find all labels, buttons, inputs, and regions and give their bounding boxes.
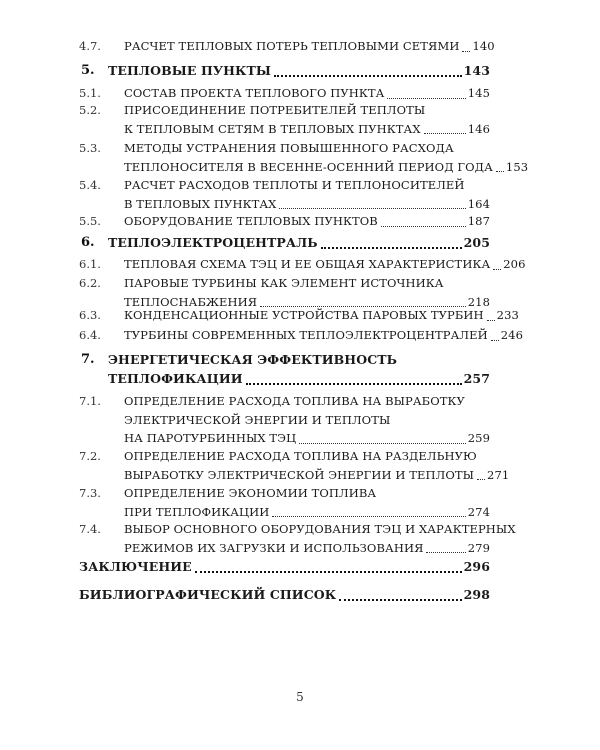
toc-entry-title-line xyxy=(124,411,390,429)
section-number: 7.1. xyxy=(79,394,101,408)
entry-title: ТЕПЛОФИКАЦИИ xyxy=(108,370,243,386)
dot-leader xyxy=(487,312,495,321)
section-number: 6.3. xyxy=(79,308,101,322)
toc-entry-title-line xyxy=(124,37,495,55)
page-reference: 153 xyxy=(505,159,529,174)
toc-entry-title-line xyxy=(124,392,465,410)
dot-leader xyxy=(426,544,465,553)
dot-leader xyxy=(321,239,462,249)
dot-leader xyxy=(246,375,462,385)
entry-title: ТЕПЛОСНАБЖЕНИЯ xyxy=(124,294,258,309)
page-reference: 205 xyxy=(463,235,490,250)
toc-entry-title-line xyxy=(108,370,490,388)
toc-entry-title-line xyxy=(124,195,490,213)
toc-entry-title-line xyxy=(124,101,425,119)
dot-leader xyxy=(279,200,465,209)
section-number: 7.3. xyxy=(79,486,101,500)
section-number: 5.2. xyxy=(79,103,101,117)
toc-entry-title-line xyxy=(124,326,523,344)
dot-leader xyxy=(496,163,504,172)
dot-leader xyxy=(491,332,499,341)
dot-leader xyxy=(493,261,501,270)
entry-title: ТЕПЛОВЫЕ ПУНКТЫ xyxy=(108,63,271,78)
toc-entry-title-line xyxy=(124,539,490,557)
page-reference: 164 xyxy=(467,196,490,211)
toc-entry-title-line xyxy=(124,120,490,138)
entry-title: ЭЛЕКТРИЧЕСКОЙ ЭНЕРГИИ И ТЕПЛОТЫ xyxy=(124,412,391,427)
section-number: 6.4. xyxy=(79,328,101,342)
dot-leader xyxy=(462,43,470,52)
section-number: 7.4. xyxy=(79,522,101,536)
dot-leader xyxy=(381,218,466,227)
toc-entry-title-line xyxy=(124,484,376,502)
page-reference: 187 xyxy=(467,214,490,228)
section-number: 5.4. xyxy=(79,178,101,192)
section-number: 6.1. xyxy=(79,257,101,271)
entry-title: ПАРОВЫЕ ТУРБИНЫ КАК ЭЛЕМЕНТ ИСТОЧНИКА xyxy=(124,276,444,290)
section-number: 5.1. xyxy=(79,86,101,100)
toc-entry-title-line xyxy=(124,274,444,292)
section-number: 5. xyxy=(81,63,95,78)
section-number: 6.2. xyxy=(79,276,101,290)
entry-title: НА ПАРОТУРБИННЫХ ТЭЦ xyxy=(124,431,297,445)
section-number: 6. xyxy=(81,235,95,250)
toc-entry-title-line xyxy=(124,255,526,273)
page-reference: 274 xyxy=(467,504,490,519)
entry-title: ОПРЕДЕЛЕНИЕ РАСХОДА ТОПЛИВА НА РАЗДЕЛЬНУЮ xyxy=(124,449,477,463)
page-reference: 146 xyxy=(467,121,490,136)
toc-entry-title-line xyxy=(124,306,519,324)
page-reference: 298 xyxy=(463,587,490,602)
entry-title: ОПРЕДЕЛЕНИЕ РАСХОДА ТОПЛИВА НА ВЫРАБОТКУ xyxy=(124,394,465,408)
entry-title: ВЫРАБОТКУ ЭЛЕКТРИЧЕСКОЙ ЭНЕРГИИ И ТЕПЛОТЫ xyxy=(124,467,475,482)
page-reference: 279 xyxy=(467,540,490,555)
dot-leader xyxy=(477,471,485,480)
toc-entry-title-line xyxy=(124,466,510,484)
dot-leader xyxy=(339,591,461,601)
toc-entry-title-line xyxy=(124,447,477,465)
entry-title: ЗАКЛЮЧЕНИЕ xyxy=(79,559,192,574)
entry-title: РЕЖИМОВ ИХ ЗАГРУЗКИ И ИСПОЛЬЗОВАНИЯ xyxy=(124,540,424,555)
toc-entry-title-line xyxy=(124,139,454,157)
entry-title: К ТЕПЛОВЫМ СЕТЯМ В ТЕПЛОВЫХ ПУНКТАХ xyxy=(124,121,421,136)
page-reference: 246 xyxy=(500,328,523,342)
section-number: 4.7. xyxy=(79,39,101,53)
entry-title: ОПРЕДЕЛЕНИЕ ЭКОНОМИИ ТОПЛИВА xyxy=(124,486,377,500)
toc-entry-title-line xyxy=(124,520,516,538)
toc-entry-title-line xyxy=(79,586,490,604)
entry-title: ПРИ ТЕПЛОФИКАЦИИ xyxy=(124,504,270,519)
entry-title: ТЕПЛОНОСИТЕЛЯ В ВЕСЕННЕ-ОСЕННИЙ ПЕРИОД ГОДА xyxy=(124,159,493,174)
dot-leader xyxy=(387,90,465,99)
entry-title: ТЕПЛОВАЯ СХЕМА ТЭЦ И ЕЕ ОБЩАЯ ХАРАКТЕРИСТИКА xyxy=(124,257,491,271)
entry-title: БИБЛИОГРАФИЧЕСКИЙ СПИСОК xyxy=(79,587,337,602)
dot-leader xyxy=(424,125,466,134)
dot-leader xyxy=(195,563,462,573)
entry-title: КОНДЕНСАЦИОННЫЕ УСТРОЙСТВА ПАРОВЫХ ТУРБИН xyxy=(124,308,484,322)
page-reference: 257 xyxy=(463,370,490,386)
entry-title: ТУРБИНЫ СОВРЕМЕННЫХ ТЕПЛОЭЛЕКТРОЦЕНТРАЛЕЙ xyxy=(124,328,488,342)
entry-title: В ТЕПЛОВЫХ ПУНКТАХ xyxy=(124,196,277,211)
page-reference: 145 xyxy=(467,86,490,100)
toc-entry-title-line xyxy=(108,62,490,80)
page-reference: 259 xyxy=(467,431,490,445)
toc-entry-title-line xyxy=(124,503,490,521)
page-reference: 233 xyxy=(496,308,519,322)
entry-title: РАСЧЕТ ТЕПЛОВЫХ ПОТЕРЬ ТЕПЛОВЫМИ СЕТЯМИ xyxy=(124,39,460,53)
entry-title: ОБОРУДОВАНИЕ ТЕПЛОВЫХ ПУНКТОВ xyxy=(124,214,378,228)
page-reference: 143 xyxy=(463,63,490,78)
entry-title: ВЫБОР ОСНОВНОГО ОБОРУДОВАНИЯ ТЭЦ И ХАРАКТЕРНЫХ xyxy=(124,522,516,536)
toc-entry-title-line xyxy=(108,234,490,252)
section-number: 7.2. xyxy=(79,449,101,463)
section-number: 5.3. xyxy=(79,141,101,155)
dot-leader xyxy=(274,67,462,77)
toc-entry-title-line xyxy=(124,84,490,102)
toc-entry-title-line xyxy=(124,429,490,447)
toc-entry-title-line xyxy=(108,351,397,369)
page-reference: 206 xyxy=(503,257,526,271)
toc-entry-title-line xyxy=(79,558,490,576)
entry-title: ТЕПЛОЭЛЕКТРОЦЕНТРАЛЬ xyxy=(108,235,318,250)
page-reference: 140 xyxy=(472,39,495,53)
section-number: 7. xyxy=(81,352,95,367)
toc-entry-title-line xyxy=(124,158,529,176)
entry-title: РАСЧЕТ РАСХОДОВ ТЕПЛОТЫ И ТЕПЛОНОСИТЕЛЕЙ xyxy=(124,178,465,192)
page-reference: 296 xyxy=(463,559,490,574)
section-number: 5.5. xyxy=(79,214,101,228)
entry-title: ПРИСОЕДИНЕНИЕ ПОТРЕБИТЕЛЕЙ ТЕПЛОТЫ xyxy=(124,103,426,117)
toc-entry-title-line xyxy=(124,212,490,230)
toc-entry-title-line xyxy=(124,176,465,194)
entry-title: ЭНЕРГЕТИЧЕСКАЯ ЭФФЕКТИВНОСТЬ xyxy=(108,352,398,367)
page-number: 5 xyxy=(296,690,304,704)
dot-leader xyxy=(299,435,466,444)
entry-title: МЕТОДЫ УСТРАНЕНИЯ ПОВЫШЕННОГО РАСХОДА xyxy=(124,141,454,155)
page-reference: 218 xyxy=(467,294,490,309)
entry-title: СОСТАВ ПРОЕКТА ТЕПЛОВОГО ПУНКТА xyxy=(124,86,385,100)
page-reference: 271 xyxy=(487,467,510,482)
dot-leader xyxy=(272,508,465,517)
